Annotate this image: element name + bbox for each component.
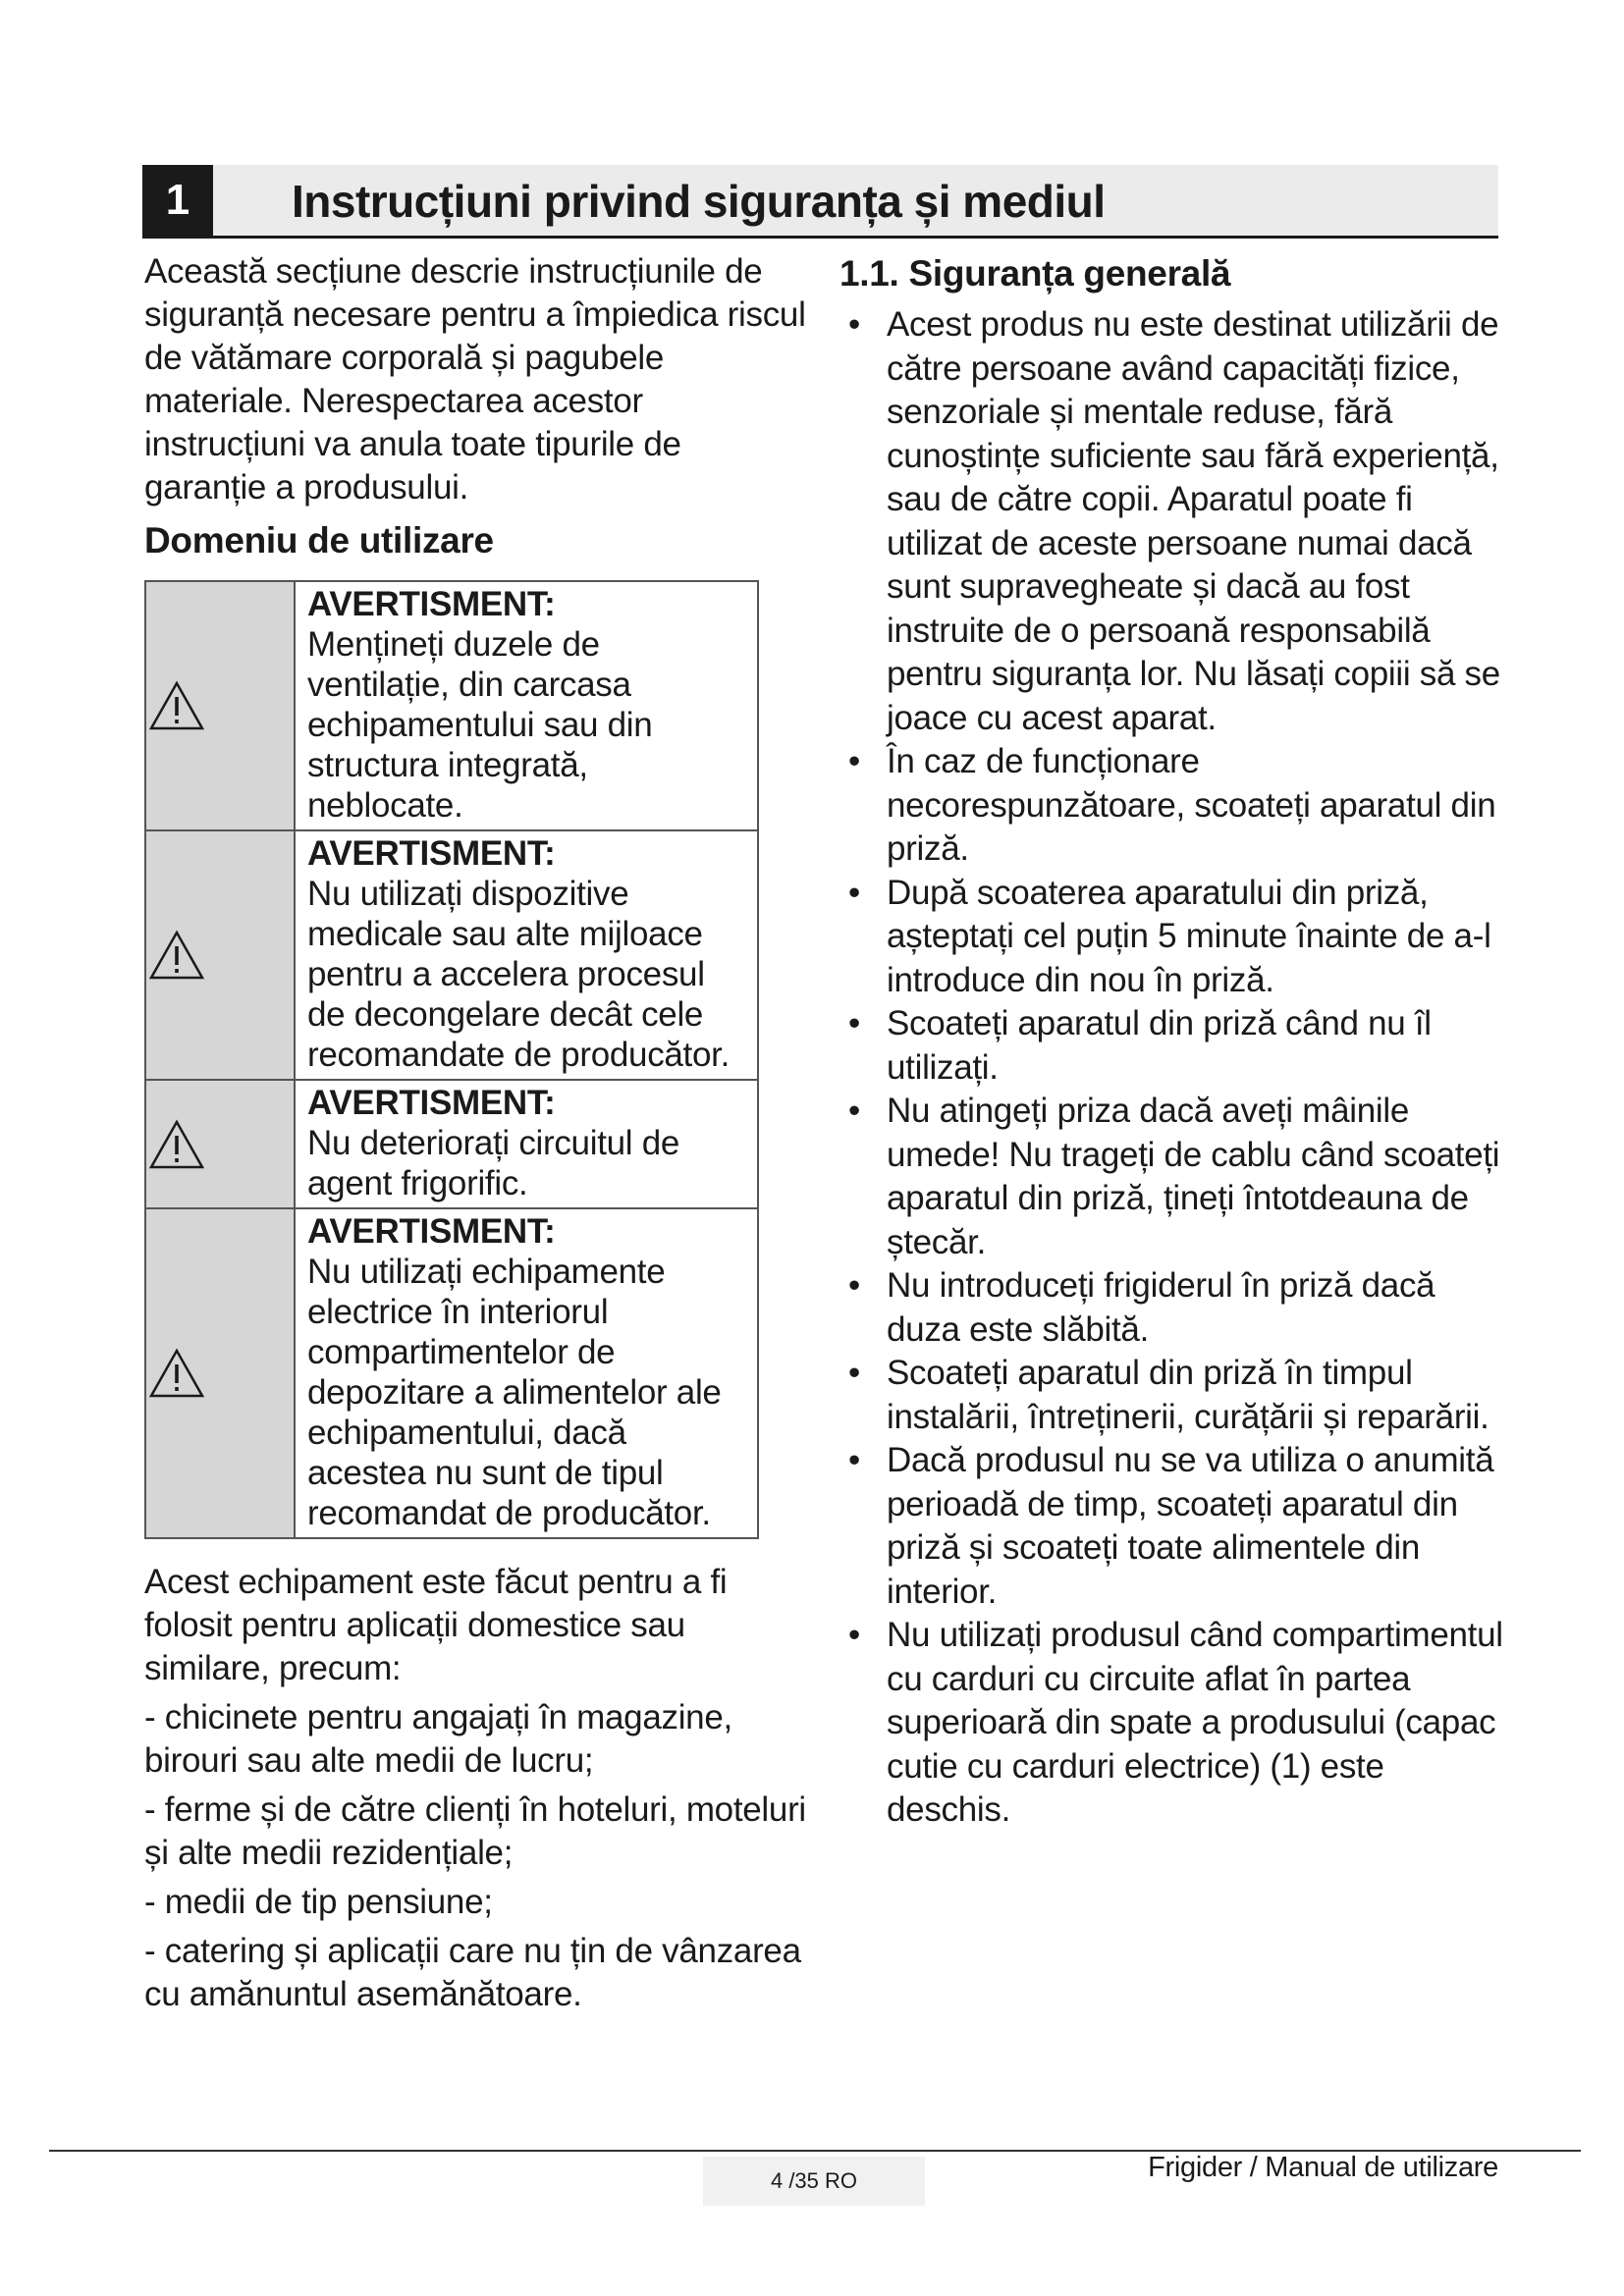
warning-triangle-icon (148, 930, 205, 981)
warning-triangle-icon (148, 680, 205, 731)
intro-paragraph: Această secțiune descrie instrucțiunile de siguranță necesare pentru a împiedica riscul de vătămare corporală și pagubele materiale. Nerespectarea acestor instrucțiuni va anula toate tipurile de garanție a produsului. (144, 252, 806, 507)
warning-title: AVERTISMENT: (307, 834, 556, 873)
warning-title: AVERTISMENT: (307, 1212, 556, 1251)
section-number: 1 (142, 165, 213, 236)
usage-intro: Acest echipament este făcut pentru a fi folosit pentru aplicații domestice sau similare, precum: (144, 1563, 728, 1687)
usage-item: - ferme și de către clienți în hoteluri, moteluri și alte medii rezidențiale; (144, 1790, 806, 1872)
list-item: • Scoateți aparatul din priză când nu îl utilizați. (839, 1002, 1507, 1090)
warnings-table (144, 580, 759, 1539)
warning-text: Nu deteriorați circuitul de agent frigorific. (307, 1124, 680, 1202)
list-item: • Nu introduceți frigiderul în priză dacă duza este slăbită. (839, 1264, 1507, 1352)
scope-heading: Domeniu de utilizare (144, 520, 494, 561)
warning-triangle-icon (148, 1119, 205, 1170)
general-safety-heading: 1.1. Siguranța generală (839, 253, 1231, 294)
warning-row (146, 1207, 757, 1537)
safety-list (839, 303, 1507, 1833)
list-item: • Scoateți aparatul din priză în timpul instalării, întreținerii, curățării și reparării. (839, 1352, 1507, 1439)
left-column (144, 250, 812, 2016)
usage-item: - chicinete pentru angajați în magazine, birouri sau alte medii de lucru; (144, 1698, 732, 1780)
warning-text: Nu utilizați dispozitive medicale sau alte mijloace pentru a accelera procesul de decongelare decât cele recomandate de producător. (307, 875, 730, 1074)
warning-title: AVERTISMENT: (307, 585, 556, 623)
warning-row (146, 582, 757, 829)
page-number: 4 /35 RO (703, 2157, 925, 2206)
warning-title: AVERTISMENT: (307, 1084, 556, 1122)
warning-row (146, 829, 757, 1079)
list-item: • Acest produs nu este destinat utilizării de către persoane având capacități fizice, senzoriale și mentale reduse, fără cunoștințe suficiente sau fără experiență, sau de către copii. Aparatul poate fi utilizat de aceste persoane numai dacă sunt supravegheate și dacă au fost instruite de o persoană responsabilă pentru siguranța lor. Nu lăsați copiii să se joace cu acest aparat. (839, 303, 1507, 740)
list-item: • După scoaterea aparatului din priză, așteptați cel puțin 5 minute înainte de a-l introduce din nou în priză. (839, 872, 1507, 1003)
section-title: Instrucțiuni privind siguranța și mediul (292, 176, 1106, 227)
list-item: • În caz de funcționare necorespunzătoare, scoateți aparatul din priză. (839, 740, 1507, 872)
list-item: • Nu utilizați produsul când compartimentul cu carduri cu circuite aflat în partea superioară din spate a produsului (capac cutie cu carduri electrice) (1) este deschis. (839, 1614, 1507, 1833)
right-column (839, 250, 1507, 1833)
warning-row (146, 1079, 757, 1207)
list-item: • Nu atingeți priza dacă aveți mâinile umede! Nu trageți de cablu când scoateți aparatul din priză, țineți întotdeauna de ștecăr. (839, 1090, 1507, 1264)
list-item: • Dacă produsul nu se va utiliza o anumită perioadă de timp, scoateți aparatul din priză și scoateți toate alimentele din interior. (839, 1439, 1507, 1614)
warning-text: Mențineți duzele de ventilație, din carcasa echipamentului sau din structura integrată, neblocate. (307, 625, 653, 825)
warning-text: Nu utilizați echipamente electrice în interiorul compartimentelor de depozitare a alimentelor ale echipamentului, dacă acestea nu sunt de tipul recomandat de producător. (307, 1253, 722, 1532)
usage-item: - catering și aplicații care nu țin de vânzarea cu amănuntul asemănătoare. (144, 1932, 801, 2013)
section-header (142, 165, 1498, 239)
usage-item: - medii de tip pensiune; (144, 1883, 493, 1921)
warning-triangle-icon (148, 1348, 205, 1399)
document-title: Frigider / Manual de utilizare (1148, 2152, 1498, 2183)
